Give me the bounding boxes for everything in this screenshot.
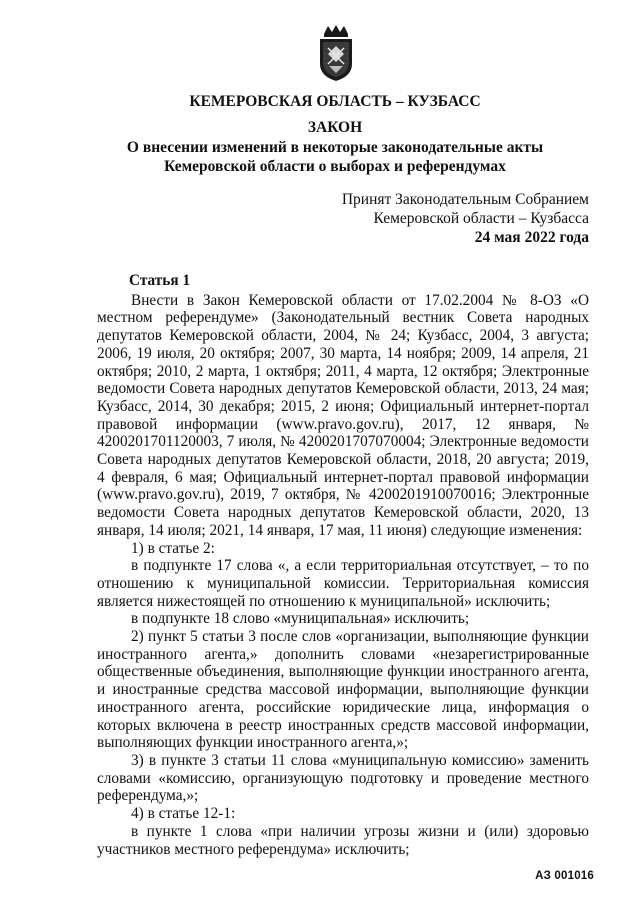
kuzbass-coat-of-arms-icon bbox=[317, 24, 355, 82]
article-paragraph: 1) в статье 2: bbox=[131, 539, 215, 557]
adoption-date: 24 мая 2022 года bbox=[474, 229, 589, 246]
article-paragraph: Внести в Закон Кемеровской области от 17.02.2004 № 8-ОЗ «О местном референдуме» (Законодательный вестник Совета народных депутатов Кемеровской области, 2004, № 24; Кузбасс, 2004, 3 августа; 2006, 19 июля, 20 октября; 2007, 30 марта, 14 ноября; 2009, 14 апреля, 21 октября; 2010, 2 марта, 1 октября; 2011, 4 марта, 12 октября; Электронные ведомости Совета народных депутатов Кемеровской области, 2013, 24 мая; Кузбасс, 2014, 30 декабря; 2015, 2 июня; Официальный интернет-портал правовой информации (www.pravo.gov.ru), 2017, 12 января, № 4200201701120003, 7 июля, № 4200201707070004; Электронные ведомости Совета народных депутатов Кемеровской области, 2018, 20 августа; 2019, 4 февраля, 6 мая; Официальный интернет-портал правовой информации (www.pravo.gov.ru), 2019, 7 октября, № 4200201910070016; Электронные ведомости Совета народных депутатов Кемеровской области, 2020, 13 января, 14 июля; 2021, 14 января, 17 мая, 11 июня) следующие изменения: bbox=[97, 291, 589, 539]
adoption-block bbox=[342, 190, 589, 247]
article-paragraph: в подпункте 18 слово «муниципальная» исключить; bbox=[131, 610, 470, 628]
adoption-line-2: Кемеровской области – Кузбасса bbox=[373, 210, 589, 227]
document-serial-code: АЗ 001016 bbox=[535, 870, 594, 882]
article-paragraph: в подпункте 17 слова «, а если территориальная отсутствует, – то по отношению к муниципальной комиссии. Территориальная комиссия является нижестоящей по отношению к муниципальной» исключить; bbox=[97, 557, 589, 610]
law-title-line-1: О внесении изменений в некоторые законодательные акты bbox=[126, 139, 544, 156]
article-heading: Статья 1 bbox=[129, 272, 191, 289]
article-paragraph: 2) пункт 5 статьи 3 после слов «организации, выполняющие функции иностранного агента,» дополнить словами «незарегистрированные общественные объединения, выполняющие функции иностранного агента, и иностранные средства массовой информации, выполняющие функции иностранного агента, российские юридические лица, информация о которых включена в реестр иностранных средств массовой информации, выполняющих функции иностранного агента,»; bbox=[97, 628, 589, 752]
document-type: ЗАКОН bbox=[307, 119, 363, 136]
article-body bbox=[97, 272, 589, 858]
region-title: КЕМЕРОВСКАЯ ОБЛАСТЬ – КУЗБАСС bbox=[189, 93, 481, 110]
article-paragraph: 3) в пункте 3 статьи 11 слова «муниципальную комиссию» заменить словами «комиссию, организующую подготовку и проведение местного референдума,»; bbox=[97, 751, 589, 805]
adoption-line-1: Принят Законодательным Собранием bbox=[341, 191, 589, 208]
article-paragraph: в пункте 1 слова «при наличии угрозы жизни и (или) здоровью участников местного референдума» исключить; bbox=[97, 822, 589, 858]
law-title-line-2: Кемеровской области о выборах и референдумах bbox=[164, 158, 506, 175]
article-paragraph: 4) в статье 12-1: bbox=[131, 805, 236, 823]
